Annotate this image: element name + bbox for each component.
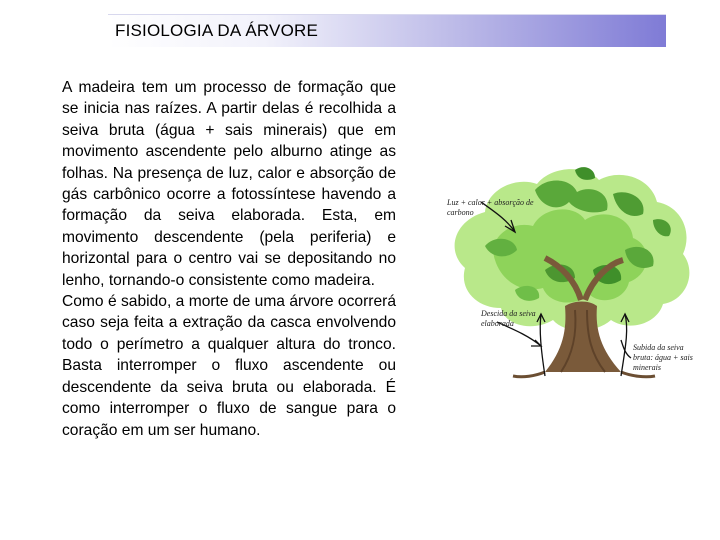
label-descent: Descida da seiva — [481, 309, 536, 318]
label-ascent: Subida da seiva — [633, 343, 684, 352]
label-ascent-2: bruta: água + sais — [633, 353, 693, 362]
label-ascent-3: minerais — [633, 363, 661, 372]
label-light: Luz + calor + absorção de — [447, 198, 534, 207]
paragraph-tree-death: Como é sabido, a morte de uma árvore ocorrerá caso seja feita a extração da casca envolvendo todo o perímetro a qualquer altura do tronco. Basta interromper o fluxo ascendente ou descendente da seiva bruta ou elaborada. É como interromper o fluxo de sangue para o coração em um ser humano. — [62, 293, 396, 439]
label-light-2: carbono — [447, 208, 474, 217]
tree-diagram — [425, 150, 717, 390]
paragraph-formation: A madeira tem um processo de formação que se inicia nas raízes. A partir delas é recolhida a seiva bruta (água + sais minerais) que em movimento ascendente pelo alburno atinge as folhas. Na presença de luz, calor e absorção de gás carbônico ocorre a fotossíntese havendo a formação da seiva elaborada. Esta, em movimento descendente (pela periferia) e horizontal para o centro vai se depositando no lenho, tornando-o consistente como madeira. — [62, 79, 396, 289]
page-title: FISIOLOGIA DA ÁRVORE — [115, 21, 319, 40]
tree-illustration — [425, 150, 717, 390]
body-text — [62, 77, 396, 441]
label-descent-2: elaborada — [481, 319, 514, 328]
title-bar — [108, 14, 666, 47]
